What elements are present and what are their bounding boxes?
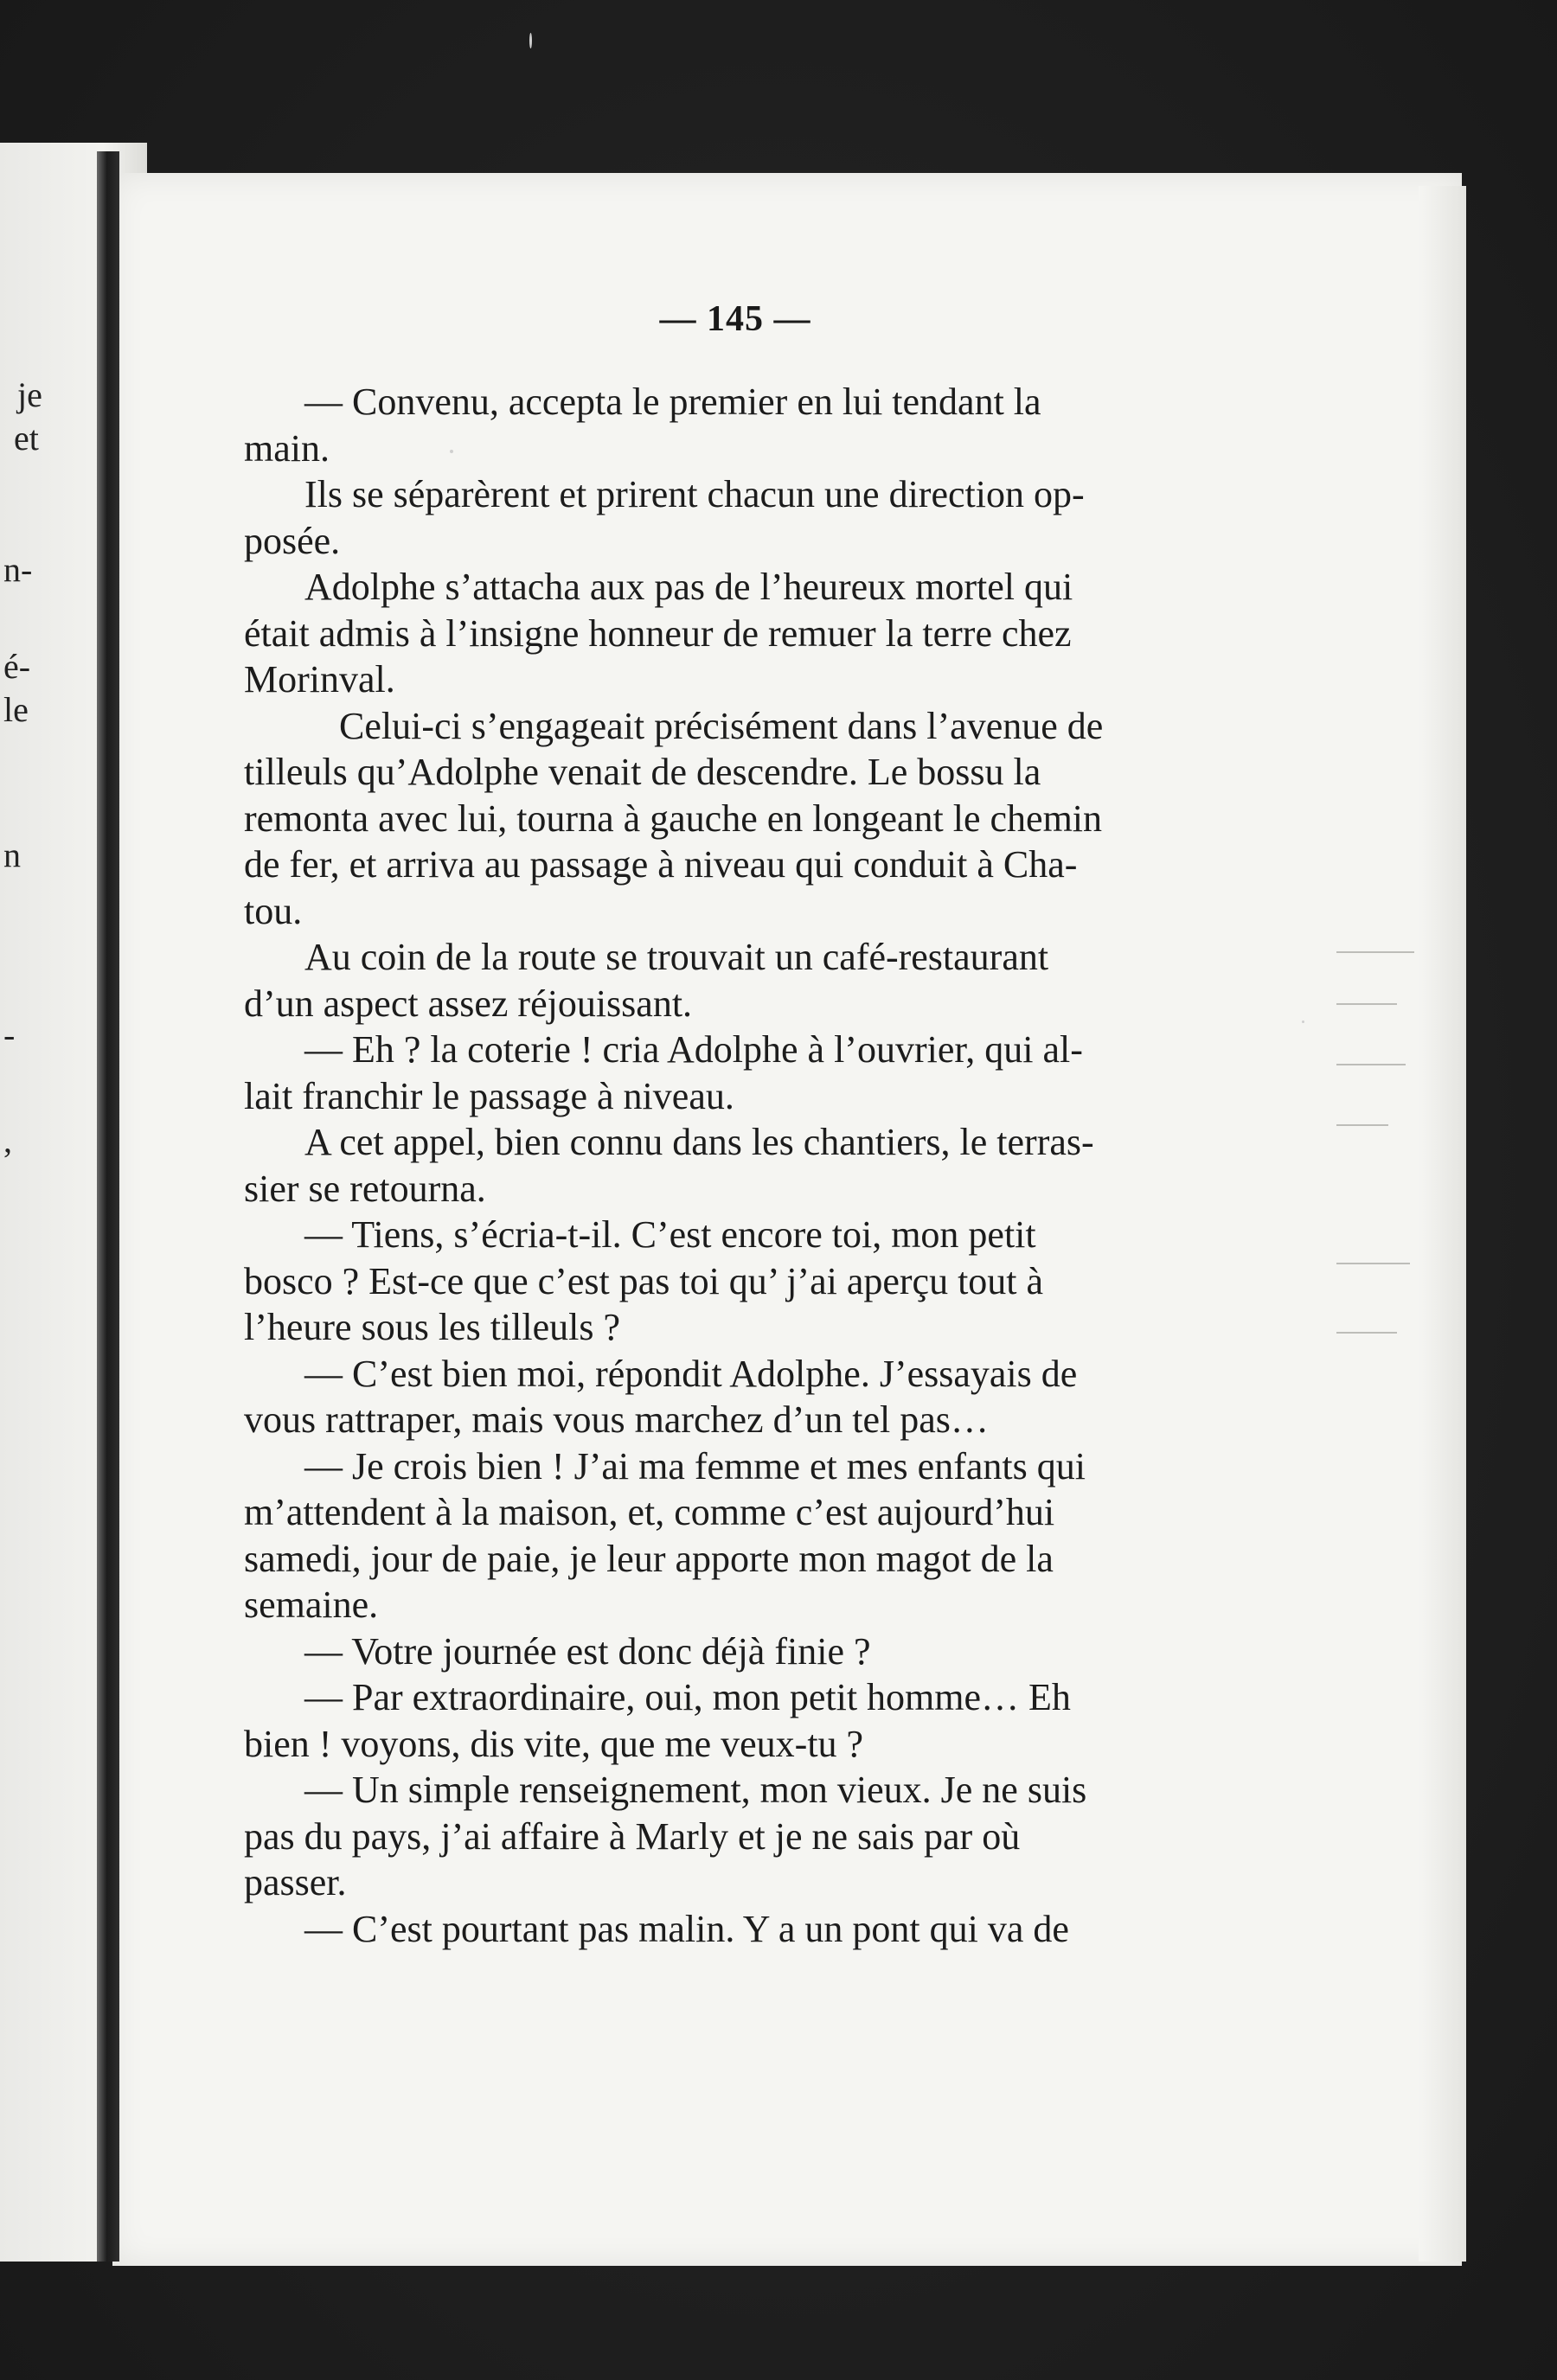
text-line: tilleuls qu’Adolphe venait de descendre. Le bossu la (244, 751, 1041, 793)
text-line: de fer, et arriva au passage à niveau qui conduit à Cha- (244, 843, 1078, 886)
page-edge (1419, 186, 1466, 2262)
text-line: était admis à l’insigne honneur de remuer la terre chez (244, 611, 1072, 655)
scan-speck (450, 450, 453, 453)
text-line: — Convenu, accepta le premier en lui tendant la (304, 381, 1041, 423)
bleed-through-mark (1336, 1332, 1397, 1334)
text-line: passer. (244, 1861, 347, 1903)
text-line: — Je crois bien ! J’ai ma femme et mes enfants qui (304, 1444, 1086, 1488)
bleed-through-mark (1336, 1064, 1406, 1065)
text-line: l’heure sous les tilleuls ? (244, 1306, 621, 1348)
text-line: samedi, jour de paie, je leur apporte mon magot de la (244, 1537, 1054, 1580)
bleed-through-mark (1336, 1124, 1388, 1126)
bleed-through-mark (1336, 1003, 1397, 1005)
scan-speck (529, 33, 532, 48)
text-line: Adolphe s’attacha aux pas de l’heureux mortel qui (304, 566, 1073, 608)
text-line: — Tiens, s’écria-t-il. C’est encore toi, mon petit (304, 1213, 1036, 1256)
text-line: semaine. (244, 1583, 379, 1626)
left-fragment: é- (3, 647, 31, 686)
text-line: A cet appel, bien connu dans les chantiers, le terras- (304, 1121, 1094, 1163)
text-line: vous rattraper, mais vous marchez d’un tel pas… (244, 1398, 989, 1441)
left-fragment: n- (3, 550, 33, 589)
text-line: Au coin de la route se trouvait un café-restaurant (304, 936, 1049, 978)
left-fragment: le (3, 690, 29, 729)
text-line: — Eh ? la coterie ! cria Adolphe à l’ouvrier, qui al- (304, 1028, 1083, 1071)
left-fragment: je (17, 375, 42, 414)
bleed-through-mark (1336, 1263, 1410, 1264)
text-line: — Un simple renseignement, mon vieux. Je ne suis (304, 1769, 1087, 1811)
text-line: pas du pays, j’ai affaire à Marly et je ne sais par où (244, 1814, 1021, 1858)
scan-speck (1302, 1020, 1304, 1023)
text-line: bosco ? Est-ce que c’est pas toi qu’ j’ai aperçu tout à (244, 1259, 1044, 1302)
text-line: — Par extraordinaire, oui, mon petit homme… Eh (304, 1676, 1071, 1718)
text-line: posée. (244, 519, 341, 562)
text-line: Ils se séparèrent et prirent chacun une direction op- (304, 473, 1085, 515)
text-line: — C’est pourtant pas malin. Y a un pont qui va de (304, 1907, 1069, 1950)
text-line: lait franchir le passage à niveau. (244, 1074, 734, 1117)
text-line: bien ! voyons, dis vite, que me veux-tu ? (244, 1722, 864, 1765)
text-line: — Votre journée est donc déjà finie ? (304, 1629, 871, 1673)
left-fragment: , (3, 1121, 12, 1160)
text-line: Celui-ci s’engageait précisément dans l’avenue de (339, 704, 1104, 747)
left-fragment: - (3, 1015, 16, 1054)
left-fragment: et (14, 419, 39, 457)
text-line: — C’est bien moi, répondit Adolphe. J’essayais de (304, 1352, 1078, 1395)
text-line: m’attendent à la maison, et, comme c’est aujourd’hui (244, 1491, 1055, 1533)
left-fragment: n (3, 835, 21, 874)
text-line: d’un aspect assez réjouissant. (244, 982, 693, 1025)
page-number: — 145 — (659, 299, 811, 339)
text-line: main. (244, 426, 330, 470)
book-spine (97, 151, 119, 2262)
text-line: sier se retourna. (244, 1167, 486, 1210)
text-line: tou. (244, 889, 303, 932)
text-line: Morinval. (244, 658, 395, 701)
text-line: remonta avec lui, tourna à gauche en longeant le chemin (244, 797, 1103, 840)
bleed-through-mark (1336, 951, 1414, 953)
body-text (244, 379, 1213, 1952)
